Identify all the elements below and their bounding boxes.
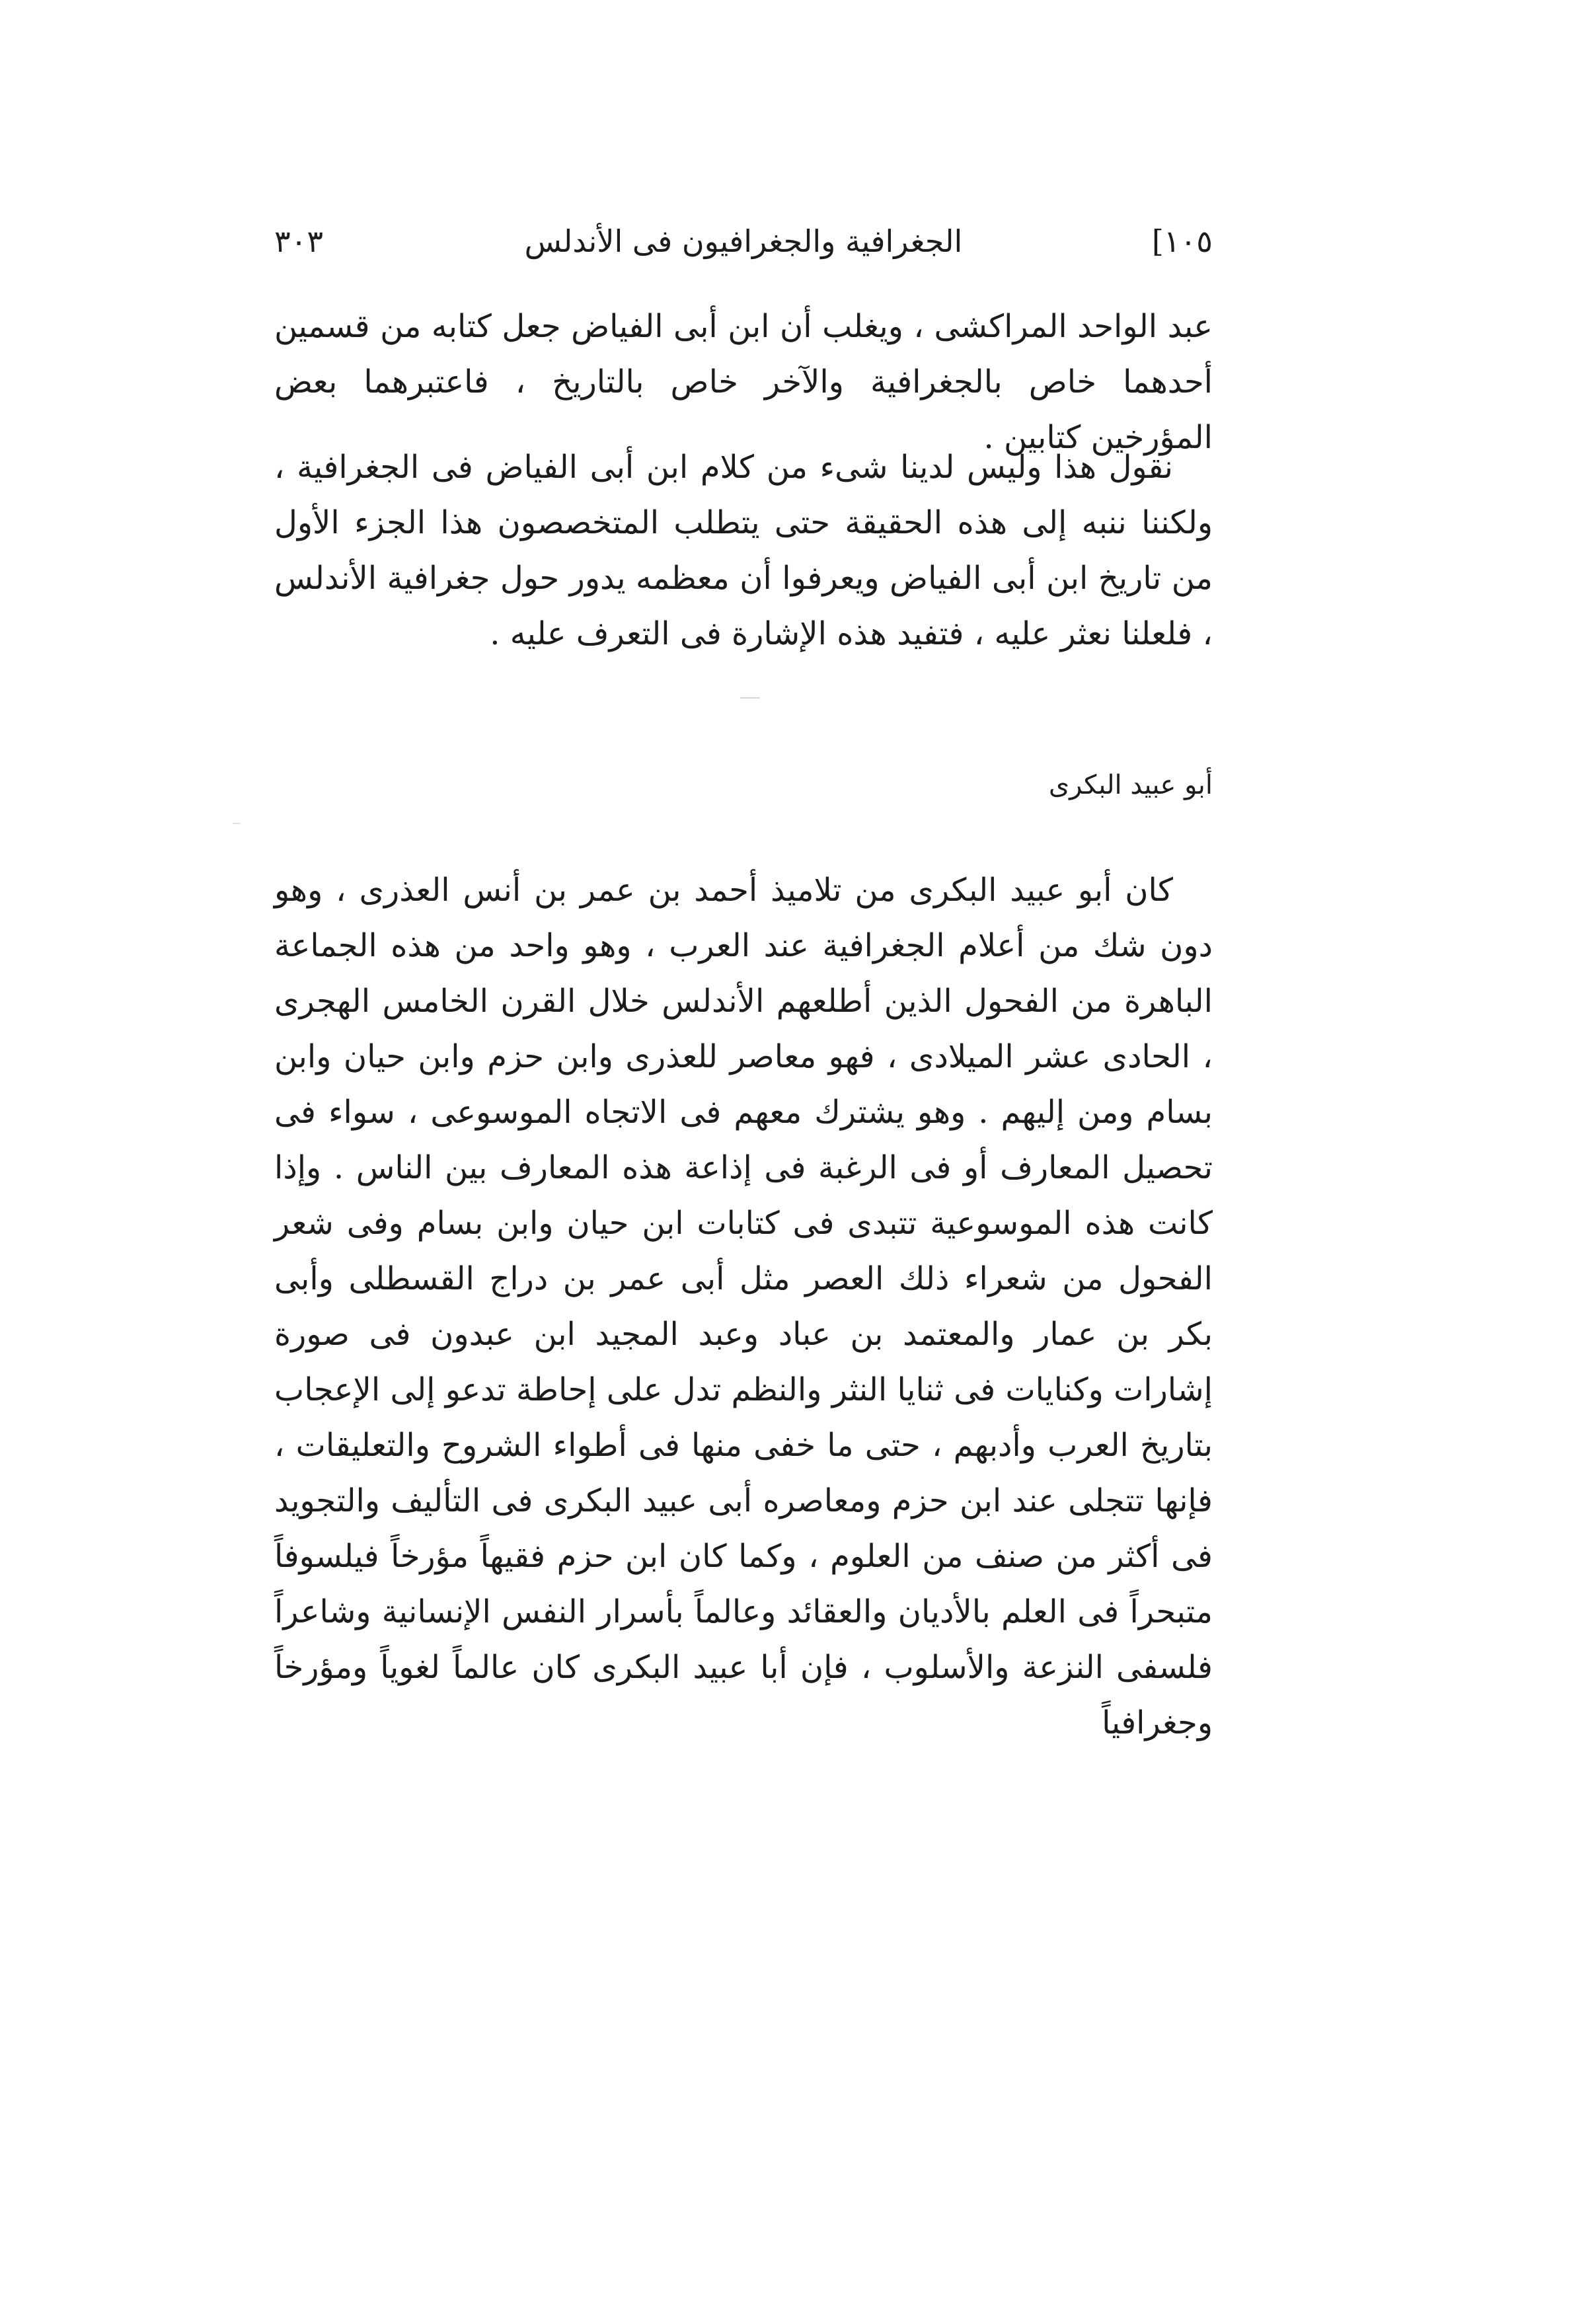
margin-mark <box>233 823 241 824</box>
text-block-note <box>274 439 1213 662</box>
running-title: الجغرافية والجغرافيون فى الأندلس <box>524 223 963 259</box>
running-header <box>274 211 1213 271</box>
section-heading: أبو عبيد البكرى <box>1048 770 1213 800</box>
paragraph: كان أبو عبيد البكرى من تلاميذ أحمد بن عمر بن أنس العذرى ، وهو دون شك من أعلام الجغرافية عند العرب ، وهو واحد من هذه الجماعة الباهرة من الفحول الذين أطلعهم الأندلس خلال القرن الخامس الهجرى ، الحادى عشر الميلادى ، فهو معاصر للعذرى وابن حزم وابن حيان وابن بسام ومن إليهم . وهو يشترك معهم فى الاتجاه الموسوعى ، سواء فى تحصيل المعارف أو فى الرغبة فى إذاعة هذه المعارف بين الناس . وإذا كانت هذه الموسوعية تتبدى فى كتابات ابن حيان وابن بسام وفى شعر الفحول من شعراء ذلك العصر مثل أبى عمر بن دراج القسطلى وأبى بكر بن عمار والمعتمد بن عباد وعبد المجيد ابن عبدون فى صورة إشارات وكنايات فى ثنايا النثر والنظم تدل على إحاطة تدعو إلى الإعجاب بتاريخ العرب وأدبهم ، حتى ما خفى منها فى أطواء الشروح والتعليقات ، فإنها تتجلى عند ابن حزم ومعاصره أبى عبيد البكرى فى التأليف والتجويد فى أكثر من صنف من العلوم ، وكما كان ابن حزم فقيهاً مؤرخاً فيلسوفاً متبحراً فى العلم بالأديان والعقائد وعالماً بأسرار النفس الإنسانية وشاعراً فلسفى النزعة والأسلوب ، فإن أبا عبيد البكرى كان عالماً لغوياً ومؤرخاً وجغرافياً <box>274 872 1213 1741</box>
text-block-section <box>274 862 1213 1751</box>
section-number: [١٠٥ <box>1151 223 1213 259</box>
paragraph: عبد الواحد المراكشى ، ويغلب أن ابن أبى الفياض جعل كتابه من قسمين أحدهما خاص بالجغرافية والآخر خاص بالتاريخ ، فاعتبرهما بعض المؤرخين كتابين . <box>274 308 1213 456</box>
paragraph: نقول هذا وليس لدينا شىء من كلام ابن أبى الفياض فى الجغرافية ، ولكننا ننبه إلى هذه الحقيقة حتى يتطلب المتخصصون هذا الجزء الأول من تاريخ ابن أبى الفياض ويعرفوا أن معظمه يدور حول جغرافية الأندلس ، فلعلنا نعثر عليه ، فتفيد هذه الإشارة فى التعرف عليه . <box>274 449 1213 652</box>
page-number: ٣٠٣ <box>274 223 324 259</box>
divider <box>740 697 760 699</box>
